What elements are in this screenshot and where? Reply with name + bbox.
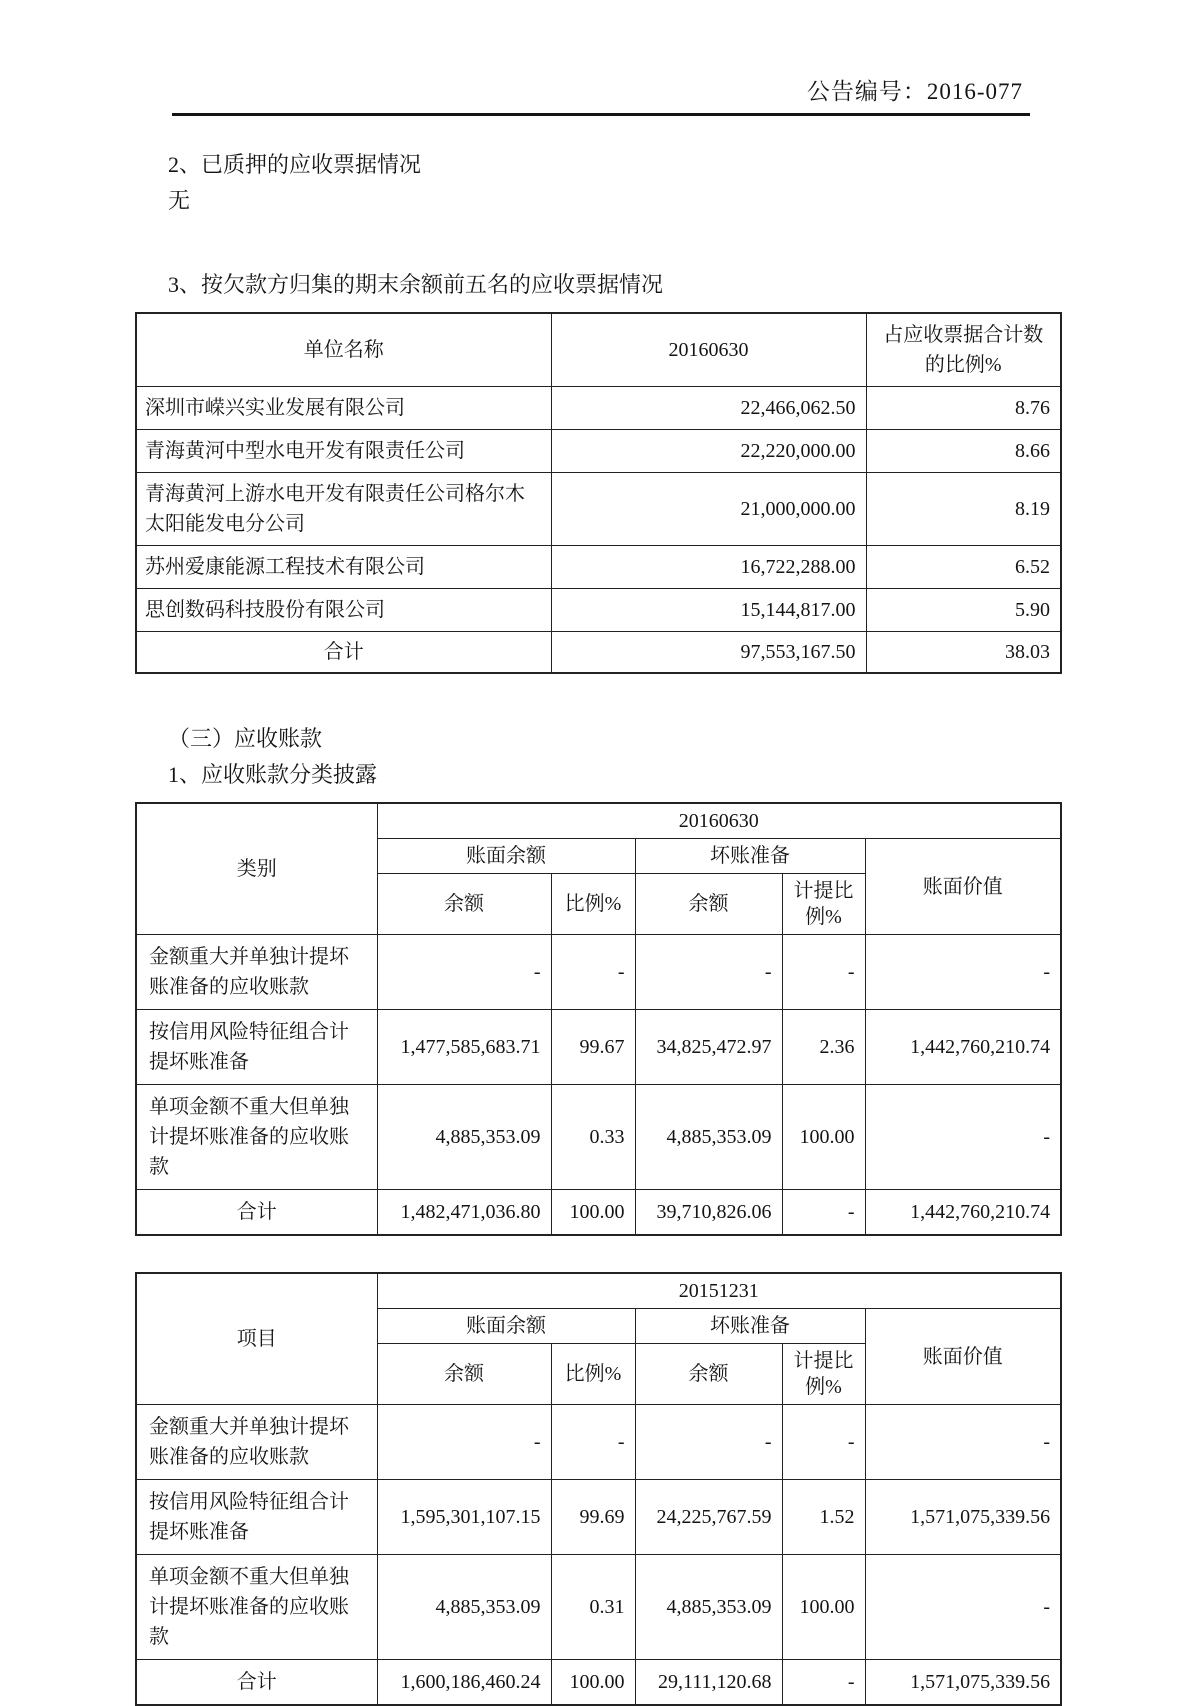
table-cell: - bbox=[865, 1085, 1061, 1190]
table-header-cell: 坏账准备 bbox=[635, 839, 865, 874]
table-header-cell: 20160630 bbox=[551, 313, 866, 387]
table-cell: 1,571,075,339.56 bbox=[865, 1480, 1061, 1555]
table-cell: 4,885,353.09 bbox=[635, 1085, 782, 1190]
table-header-cell-period: 20151231 bbox=[377, 1273, 1061, 1309]
table-cell: 1.52 bbox=[782, 1480, 865, 1555]
section-ar-title: （三）应收账款 bbox=[168, 726, 323, 751]
table-cell: 100.00 bbox=[551, 1190, 635, 1236]
table-header-cell: 占应收票据合计数的比例% bbox=[866, 313, 1061, 387]
table-cell-category: 按信用风险特征组合计提坏账准备 bbox=[136, 1010, 377, 1085]
table-cell-percent: 8.66 bbox=[866, 430, 1061, 473]
table-cell: 0.31 bbox=[551, 1555, 635, 1660]
table-cell-percent: 5.90 bbox=[866, 589, 1061, 632]
table-header-cell: 账面价值 bbox=[865, 1309, 1061, 1405]
table-cell: - bbox=[551, 1405, 635, 1480]
table-cell-company: 深圳市嵘兴实业发展有限公司 bbox=[136, 387, 551, 430]
bills-receivable-top5-table bbox=[135, 312, 1062, 674]
table-header-cell: 余额 bbox=[635, 874, 782, 935]
table-cell: - bbox=[782, 1190, 865, 1236]
table-total-row bbox=[136, 1660, 1061, 1706]
table-header-row bbox=[136, 1273, 1061, 1309]
table-row bbox=[136, 387, 1061, 430]
table-cell: - bbox=[782, 1405, 865, 1480]
table-cell-amount: 22,220,000.00 bbox=[551, 430, 866, 473]
table-cell-amount: 15,144,817.00 bbox=[551, 589, 866, 632]
table-cell-amount: 22,466,062.50 bbox=[551, 387, 866, 430]
table-row bbox=[136, 1480, 1061, 1555]
table-cell: - bbox=[635, 1405, 782, 1480]
header-divider bbox=[172, 113, 1030, 116]
table-header-cell: 账面余额 bbox=[377, 1309, 635, 1344]
table-cell: 34,825,472.97 bbox=[635, 1010, 782, 1085]
table-cell: 4,885,353.09 bbox=[377, 1085, 551, 1190]
table-row bbox=[136, 1085, 1061, 1190]
table-header-cell: 比例% bbox=[551, 874, 635, 935]
table-row bbox=[136, 473, 1061, 546]
table-row bbox=[136, 430, 1061, 473]
table-cell-amount: 16,722,288.00 bbox=[551, 546, 866, 589]
table-header-cell: 计提比例% bbox=[782, 874, 865, 935]
section-pledged-value: 无 bbox=[168, 188, 191, 213]
section-pledged-title: 2、已质押的应收票据情况 bbox=[168, 152, 422, 177]
spacer bbox=[135, 1236, 1200, 1260]
table-cell: - bbox=[782, 1660, 865, 1706]
page-content bbox=[0, 150, 1200, 1706]
table-cell: 24,225,767.59 bbox=[635, 1480, 782, 1555]
table-cell: 39,710,826.06 bbox=[635, 1190, 782, 1236]
table-cell-category: 按信用风险特征组合计提坏账准备 bbox=[136, 1480, 377, 1555]
table-header-cell: 比例% bbox=[551, 1344, 635, 1405]
ar-classification-20160630-table bbox=[135, 802, 1062, 1236]
table-header-cell: 项目 bbox=[136, 1273, 377, 1405]
table-total-row bbox=[136, 1190, 1061, 1236]
table-cell: 1,442,760,210.74 bbox=[865, 1190, 1061, 1236]
table-header-cell: 账面价值 bbox=[865, 839, 1061, 935]
table-cell-category: 单项金额不重大但单独计提坏账准备的应收账款 bbox=[136, 1555, 377, 1660]
doc-header bbox=[0, 78, 1023, 106]
table-row bbox=[136, 546, 1061, 589]
table-header-cell-period: 20160630 bbox=[377, 803, 1061, 839]
ar-classification-20151231-table bbox=[135, 1272, 1062, 1706]
table-cell-category: 金额重大并单独计提坏账准备的应收账款 bbox=[136, 1405, 377, 1480]
table-cell: - bbox=[782, 935, 865, 1010]
table-cell: 2.36 bbox=[782, 1010, 865, 1085]
table-row bbox=[136, 589, 1061, 632]
table-cell: - bbox=[865, 935, 1061, 1010]
table-cell-amount: 97,553,167.50 bbox=[551, 632, 866, 674]
table-cell: - bbox=[551, 935, 635, 1010]
table-cell-total-label: 合计 bbox=[136, 632, 551, 674]
table-cell: 29,111,120.68 bbox=[635, 1660, 782, 1706]
table-cell: 1,482,471,036.80 bbox=[377, 1190, 551, 1236]
table-header-row bbox=[136, 313, 1061, 387]
table-cell-category: 金额重大并单独计提坏账准备的应收账款 bbox=[136, 935, 377, 1010]
table-cell-total-label: 合计 bbox=[136, 1190, 377, 1236]
table-header-row bbox=[136, 803, 1061, 839]
table-header-cell: 余额 bbox=[635, 1344, 782, 1405]
table-cell: - bbox=[865, 1555, 1061, 1660]
table-cell: 0.33 bbox=[551, 1085, 635, 1190]
table-cell-percent: 6.52 bbox=[866, 546, 1061, 589]
table-header-cell: 计提比例% bbox=[782, 1344, 865, 1405]
table-cell: 100.00 bbox=[551, 1660, 635, 1706]
section-top5-title: 3、按欠款方归集的期末余额前五名的应收票据情况 bbox=[168, 272, 664, 297]
table-cell: 1,600,186,460.24 bbox=[377, 1660, 551, 1706]
table-cell: 100.00 bbox=[782, 1555, 865, 1660]
table-cell-company: 青海黄河上游水电开发有限责任公司格尔木太阳能发电分公司 bbox=[136, 473, 551, 546]
table-row bbox=[136, 935, 1061, 1010]
table-cell: 99.69 bbox=[551, 1480, 635, 1555]
table-cell: - bbox=[635, 935, 782, 1010]
table-cell: 100.00 bbox=[782, 1085, 865, 1190]
table-cell: 4,885,353.09 bbox=[377, 1555, 551, 1660]
table-header-cell: 坏账准备 bbox=[635, 1309, 865, 1344]
table-cell: 1,477,585,683.71 bbox=[377, 1010, 551, 1085]
table-cell-percent: 8.76 bbox=[866, 387, 1061, 430]
table-cell-total-label: 合计 bbox=[136, 1660, 377, 1706]
table-cell: 4,885,353.09 bbox=[635, 1555, 782, 1660]
table-cell-company: 青海黄河中型水电开发有限责任公司 bbox=[136, 430, 551, 473]
table-cell: 1,595,301,107.15 bbox=[377, 1480, 551, 1555]
table-cell: - bbox=[377, 1405, 551, 1480]
table-header-cell: 账面余额 bbox=[377, 839, 635, 874]
table-cell: - bbox=[377, 935, 551, 1010]
table-row bbox=[136, 1555, 1061, 1660]
table-cell-percent: 38.03 bbox=[866, 632, 1061, 674]
table-cell-amount: 21,000,000.00 bbox=[551, 473, 866, 546]
table-header-cell: 单位名称 bbox=[136, 313, 551, 387]
table-total-row bbox=[136, 632, 1061, 674]
section-ar-sub-title: 1、应收账款分类披露 bbox=[168, 762, 378, 787]
table-cell-company: 苏州爱康能源工程技术有限公司 bbox=[136, 546, 551, 589]
table-header-cell: 类别 bbox=[136, 803, 377, 935]
table-cell: 99.67 bbox=[551, 1010, 635, 1085]
table-cell-company: 思创数码科技股份有限公司 bbox=[136, 589, 551, 632]
table-cell: 1,571,075,339.56 bbox=[865, 1660, 1061, 1706]
table-header-cell: 余额 bbox=[377, 874, 551, 935]
table-cell-percent: 8.19 bbox=[866, 473, 1061, 546]
table-cell: - bbox=[865, 1405, 1061, 1480]
table-cell-category: 单项金额不重大但单独计提坏账准备的应收账款 bbox=[136, 1085, 377, 1190]
announcement-number: 公告编号：2016-077 bbox=[806, 79, 1023, 104]
table-row bbox=[136, 1405, 1061, 1480]
table-cell: 1,442,760,210.74 bbox=[865, 1010, 1061, 1085]
table-row bbox=[136, 1010, 1061, 1085]
table-header-cell: 余额 bbox=[377, 1344, 551, 1405]
